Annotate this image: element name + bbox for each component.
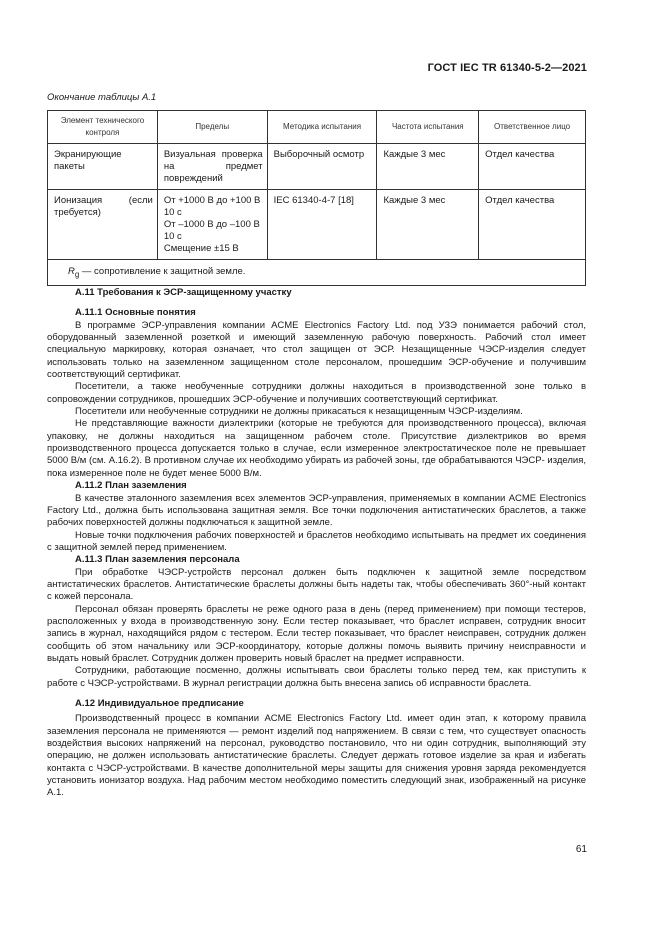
table-cell: Каждые 3 мес bbox=[377, 190, 479, 260]
table-cell: Визуальная проверка на предмет повреждений bbox=[157, 144, 267, 190]
standard-designation: ГОСТ IEC TR 61340-5-2—2021 bbox=[427, 62, 587, 74]
table-cell: Каждые 3 мес bbox=[377, 144, 479, 190]
table-row bbox=[48, 144, 586, 190]
paragraph: В программе ЭСР-управления компании ACME Electronics Factory Ltd. под УЗЭ понимается рабочий стол, оборудованный заземленной розеткой и имеющий заземленную рабочую поверхность. Рабочий стол имеет специальную маркировку, которая означает, что стол защищен от ЭСР. Незащищенные ЧЭСР-изделия следует использовать только на заземленном защищенном столе персоналом, прошедшим ЭСР-обучение и получившим соответствующий сертификат. bbox=[47, 319, 586, 381]
table-cell: Отдел качества bbox=[479, 190, 586, 260]
table-cell: От +1000 В до +100 В 10 с От –1000 В до –100 В 10 с Смещение ±15 В bbox=[157, 190, 267, 260]
table-cell: Отдел качества bbox=[479, 144, 586, 190]
column-header: Элемент технического контроля bbox=[48, 111, 158, 144]
paragraph: Не представляющие важности диэлектрики (которые не требуются для производственного процесса), включая упаковку, не должны находиться на защищенном рабочем столе. Присутствие диэлектриков во время производственного процесса допускается только в случае, если измеренное электростатическое поле не превышает 5000 В/м (см. А.16.2). В противном случае их необходимо убирать из рабочей зоны, где обрабатываются ЧЭСР- изделия, пока измеренное поле не будет менее 5000 В/м. bbox=[47, 418, 586, 479]
paragraph: В качестве эталонного заземления всех элементов ЭСР-управления, применяемых в компании ACME Electronics Factory Ltd., должна быть использована защитная земля. Все точки подключения антистатических браслетов, а также рабочих поверхностей должны подключаться к защитной земле. bbox=[47, 492, 586, 529]
body-text bbox=[47, 287, 586, 800]
paragraph: Сотрудники, работающие посменно, должны испытывать свои браслеты только перед тем, как приступить к работе с ЧЭСР-устройствами. В журнал регистрации должна быть внесена запись об исправности браслета. bbox=[47, 665, 586, 689]
paragraph: Посетители или необученные сотрудники не должны прикасаться к незащищенным ЧЭСР-изделиям. bbox=[75, 406, 523, 418]
note-symbol: R bbox=[68, 266, 75, 277]
column-header: Пределы bbox=[157, 111, 267, 144]
column-header: Методика испытания bbox=[267, 111, 377, 144]
table-header-row bbox=[48, 111, 586, 144]
note-text: — сопротивление к защитной земле. bbox=[79, 266, 246, 277]
section-heading-a11-2: А.11.2 План заземления bbox=[75, 480, 187, 492]
table-row bbox=[48, 190, 586, 260]
table-note-row bbox=[48, 260, 586, 286]
column-header: Ответственное лицо bbox=[479, 111, 586, 144]
paragraph: Посетители, а также необученные сотрудники должны находиться в производственной зоне только в сопровождении сотрудников, прошедших ЭСР-обучение и получивших соответствующий сертификат. bbox=[47, 381, 586, 405]
table-caption: Окончание таблицы А.1 bbox=[47, 92, 157, 103]
page-number: 61 bbox=[575, 844, 587, 855]
paragraph: Персонал обязан проверять браслеты не реже одного раза в день (перед применением) при помощи тестеров, расположенных у входа в производственную зону. Если тестер показывает, что браслет исправен, сотрудник вносит запись в журнал, находящийся рядом с тестером. Если тестер показывает, что браслет неисправен, сотрудник должен сообщить об этом начальнику или ЭСР-координатору, которые должны помочь выявить причину неисправности и выдать новый браслет. Сотрудник должен проверить новый браслет на предмет исправности. bbox=[47, 603, 586, 664]
section-heading-a11-1: А.11.1 Основные понятия bbox=[75, 307, 196, 319]
table-cell: IEC 61340-4-7 [18] bbox=[267, 190, 377, 260]
section-heading-a11-3: А.11.3 План заземления персонала bbox=[75, 554, 240, 566]
table-cell: Выборочный осмотр bbox=[267, 144, 377, 190]
section-heading-a12: А.12 Индивидуальное предписание bbox=[75, 698, 244, 709]
paragraph: Производственный процесс в компании ACME Electronics Factory Ltd. имеет один этап, к которому правила заземления персонала не применяются — ремонт изделий под напряжением. В связи с тем, что существует опасность воздействия высоких напряжений на персонал, руководство постановило, что ни один сотрудник, выполняющий эту операцию, не должен использовать антистатические браслеты. Следует держать готовое изделие за края и избегать контакта с ЧЭСР-устройствами. В качестве дополнительной меры защиты для снижения уровня заряда рекомендуется установить ионизатор воздуха. Над рабочим местом необходимо поместить следующий знак, изображенный на рисунке А.1. bbox=[47, 713, 586, 799]
note-subscript: g bbox=[74, 269, 80, 279]
paragraph: Новые точки подключения рабочих поверхностей и браслетов необходимо испытывать на предмет их соединения с защитной землей перед применением. bbox=[47, 529, 586, 553]
section-heading-a11: А.11 Требования к ЭСР-защищенному участку bbox=[75, 287, 292, 298]
paragraph: При обработке ЧЭСР-устройств персонал должен быть подключен к защитной земле посредством антистатических браслетов. Антистатические браслеты должны быть надеты так, чтобы обеспечивать 360°-ный контакт с кожей персонала. bbox=[47, 566, 586, 603]
column-header: Частота испытания bbox=[377, 111, 479, 144]
table-note bbox=[48, 260, 586, 286]
table-cell: Ионизация (если требуется) bbox=[48, 190, 158, 260]
inspection-table bbox=[47, 110, 586, 286]
table-cell: Экранирующие пакеты bbox=[48, 144, 158, 190]
